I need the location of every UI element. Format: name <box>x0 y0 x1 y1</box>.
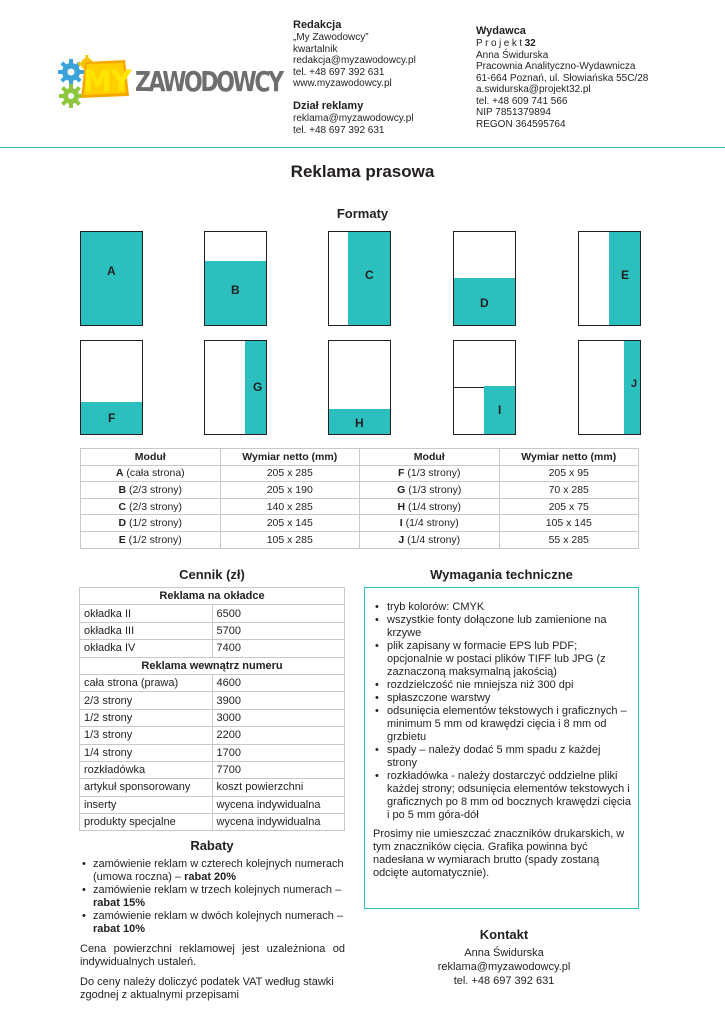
redakcja-magazine: „My Zawodowcy” <box>293 32 369 43</box>
reklama-phone: tel. +48 697 392 631 <box>293 124 385 135</box>
item-cell: 1/4 strony <box>80 744 213 761</box>
table-row <box>81 515 639 532</box>
wydawca-heading: Wydawca <box>476 25 526 37</box>
reklama-block <box>293 99 463 135</box>
item-cell: okładka II <box>80 605 213 622</box>
list-item: • tryb kolorów: CMYK <box>373 601 632 614</box>
format-j-label: J <box>631 378 638 390</box>
wydawca-email[interactable]: a.swidurska@projekt32.pl <box>476 84 591 95</box>
table-row <box>80 796 345 813</box>
logo <box>57 52 282 118</box>
kontakt-name: Anna Świdurska <box>464 947 544 959</box>
kontakt-phone: tel. +48 697 392 631 <box>453 975 555 987</box>
rabaty-heading: Rabaty <box>190 838 234 853</box>
format-a-fill <box>81 232 142 325</box>
header-divider <box>0 147 725 148</box>
item-cell: okładka III <box>80 622 213 639</box>
reklama-heading: Dział reklamy <box>293 100 364 112</box>
format-c-diagram <box>328 231 391 326</box>
price-cell: 7700 <box>212 761 345 778</box>
list-item: • wszystkie fonty dołączone lub zamienione na krzywe <box>373 614 632 640</box>
table-row <box>81 465 639 482</box>
section-heading: Reklama na okładce <box>80 588 345 605</box>
item-cell: 1/3 strony <box>80 727 213 744</box>
price-cell: wycena indywidualna <box>212 796 345 813</box>
table-row <box>80 692 345 709</box>
format-f-diagram <box>80 340 143 435</box>
format-h-diagram <box>328 340 391 435</box>
item-cell: cała strona (prawa) <box>80 674 213 691</box>
table-row <box>81 498 639 515</box>
table-row <box>80 622 345 639</box>
redakcja-website[interactable]: www.myzawodowcy.pl <box>293 78 392 89</box>
format-g-label: G <box>253 380 263 394</box>
format-i-diagram <box>453 340 516 435</box>
wymagania-box <box>364 587 639 909</box>
price-cell: 5700 <box>212 622 345 639</box>
module-cell: B (2/3 strony) <box>81 482 221 499</box>
logo-zawodowcy: ZAWODOWCY <box>135 67 282 99</box>
list-item: • zamówienie reklam w czterech kolejnych numerach (umowa roczna) – rabat 20% <box>80 858 345 884</box>
table-row <box>80 640 345 657</box>
rabaty-block <box>80 858 345 1002</box>
price-cell: 1700 <box>212 744 345 761</box>
list-item: • rozkładówka - należy dostarczyć oddzielne pliki każdej strony; odsunięcia elementów tekstowych i graficznych po 8 mm od bocznych krawędzi cięcia i po 5 mm góra-dół <box>373 770 632 822</box>
format-a-label: A <box>107 264 116 278</box>
cennik-heading: Cennik (zł) <box>179 567 245 582</box>
kontakt-email[interactable]: reklama@myzawodowcy.pl <box>437 961 571 973</box>
wydawca-owner: Anna Świdurska <box>476 49 549 61</box>
dimension-cell: 105 x 285 <box>220 531 360 548</box>
dimension-cell: 70 x 285 <box>499 482 639 499</box>
list-item: • plik zapisany w formacie EPS lub PDF; opcjonalnie w postaci plików TIFF lub JPG (z zaznaczoną maksymalną jakością) <box>373 640 632 679</box>
wydawca-phone: tel. +48 609 741 566 <box>476 95 568 107</box>
dimension-cell: 55 x 285 <box>499 531 639 548</box>
formaty-heading: Formaty <box>336 206 389 221</box>
format-b-label: B <box>231 283 240 297</box>
wydawca-block <box>476 24 676 130</box>
dimension-cell: 205 x 190 <box>220 482 360 499</box>
format-f-label: F <box>108 411 116 425</box>
table-row <box>80 779 345 796</box>
module-cell: I (1/4 strony) <box>360 515 500 532</box>
table-row <box>80 761 345 778</box>
col-wymiar-right: Wymiar netto (mm) <box>499 449 639 466</box>
table-row <box>80 605 345 622</box>
price-cell: 4600 <box>212 674 345 691</box>
module-cell: C (2/3 strony) <box>81 498 221 515</box>
wymagania-list <box>373 601 632 822</box>
projekt32-name <box>476 38 676 50</box>
format-e-diagram <box>578 231 641 326</box>
format-j-diagram <box>578 340 641 435</box>
format-h-label: H <box>355 416 364 430</box>
price-section-inside <box>80 657 345 674</box>
col-modul-right: Moduł <box>360 449 500 466</box>
price-cell: 7400 <box>212 640 345 657</box>
table-row <box>80 674 345 691</box>
table-row <box>80 727 345 744</box>
dimension-cell: 105 x 145 <box>499 515 639 532</box>
item-cell: inserty <box>80 796 213 813</box>
formats-table <box>80 448 639 549</box>
kontakt-block <box>364 946 644 988</box>
module-cell: G (1/3 strony) <box>360 482 500 499</box>
dimension-cell: 205 x 145 <box>220 515 360 532</box>
rabaty-note-vat: Do ceny należy doliczyć podatek VAT według stawki zgodnej z aktualnymi przepisami <box>80 976 334 1001</box>
dimension-cell: 205 x 95 <box>499 465 639 482</box>
format-c-label: C <box>365 268 374 282</box>
price-section-cover <box>80 588 345 605</box>
redakcja-frequency: kwartalnik <box>293 43 338 55</box>
reklama-email[interactable]: reklama@myzawodowcy.pl <box>293 113 414 124</box>
item-cell: 1/2 strony <box>80 709 213 726</box>
logo-my: MY <box>83 64 131 98</box>
format-i-label: I <box>498 403 502 417</box>
list-item: • spady – należy dodać 5 mm spadu z każdej strony <box>373 744 632 770</box>
item-cell: 2/3 strony <box>80 692 213 709</box>
kontakt-heading: Kontakt <box>479 927 529 942</box>
item-cell: rozkładówka <box>80 761 213 778</box>
format-e-label: E <box>621 268 630 282</box>
list-item: • zamówienie reklam w trzech kolejnych numerach – rabat 15% <box>80 884 345 910</box>
price-cell: koszt powierzchni <box>212 779 345 796</box>
module-cell: A (cała strona) <box>81 465 221 482</box>
rabaty-note-pricing: Cena powierzchni reklamowej jest uzależniona od indywidualnych ustaleń. <box>80 943 345 968</box>
format-d-label: D <box>480 296 489 310</box>
list-item: • odsunięcia elementów tekstowych i graficznych – minimum 5 mm od krawędzi cięcia i 8 mm od grzbietu <box>373 705 632 744</box>
dimension-cell: 140 x 285 <box>220 498 360 515</box>
section-heading: Reklama wewnątrz numeru <box>80 657 345 674</box>
col-modul-left: Moduł <box>81 449 221 466</box>
price-cell: wycena indywidualna <box>212 814 345 831</box>
wydawca-nip: NIP 7851379894 <box>476 107 551 118</box>
wydawca-regon: REGON 364595764 <box>476 118 566 130</box>
item-cell: okładka IV <box>80 640 213 657</box>
table-row <box>81 531 639 548</box>
rabaty-list <box>80 858 345 936</box>
table-row <box>80 709 345 726</box>
module-cell: J (1/4 strony) <box>360 531 500 548</box>
item-cell: produkty specjalne <box>80 814 213 831</box>
price-cell: 3000 <box>212 709 345 726</box>
module-cell: D (1/2 strony) <box>81 515 221 532</box>
dimension-cell: 205 x 285 <box>220 465 360 482</box>
projekt-word: Projekt <box>476 38 525 49</box>
price-table <box>79 587 345 831</box>
table-row <box>81 482 639 499</box>
dimension-cell: 205 x 75 <box>499 498 639 515</box>
wymagania-note: Prosimy nie umieszczać znaczników drukarskich, w tym znaczników cięcia. Grafika powinna być nadesłana w wymiarach brutto (spady zostaną odcięte automatycznie). <box>373 828 625 879</box>
redakcja-block <box>293 18 463 90</box>
module-cell: H (1/4 strony) <box>360 498 500 515</box>
list-item: • spłaszczone warstwy <box>373 692 632 705</box>
module-cell: F (1/3 strony) <box>360 465 500 482</box>
format-a-diagram <box>80 231 143 326</box>
projekt-number: 32 <box>524 38 536 49</box>
wydawca-address: 61-664 Poznań, ul. Słowiańska 55C/28 <box>476 72 649 84</box>
list-item: • zamówienie reklam w dwóch kolejnych numerach – rabat 10% <box>80 910 345 936</box>
redakcja-email[interactable]: redakcja@myzawodowcy.pl <box>293 55 416 66</box>
col-wymiar-left: Wymiar netto (mm) <box>220 449 360 466</box>
formats-table-header <box>81 449 639 466</box>
format-d-diagram <box>453 231 516 326</box>
wymagania-heading: Wymagania techniczne <box>430 567 573 582</box>
price-cell: 2200 <box>212 727 345 744</box>
price-cell: 6500 <box>212 605 345 622</box>
redakcja-phone: tel. +48 697 392 631 <box>293 66 385 78</box>
table-row <box>80 814 345 831</box>
price-cell: 3900 <box>212 692 345 709</box>
page-title: Reklama prasowa <box>290 162 435 181</box>
wydawca-company: Pracownia Analityczno-Wydawnicza <box>476 61 636 72</box>
table-row <box>80 744 345 761</box>
list-item: • rozdzielczość nie mniejsza niż 300 dpi <box>373 679 632 692</box>
module-cell: E (1/2 strony) <box>81 531 221 548</box>
format-g-diagram <box>204 340 267 435</box>
item-cell: artykuł sponsorowany <box>80 779 213 796</box>
format-b-diagram <box>204 231 267 326</box>
redakcja-heading: Redakcja <box>293 19 342 31</box>
